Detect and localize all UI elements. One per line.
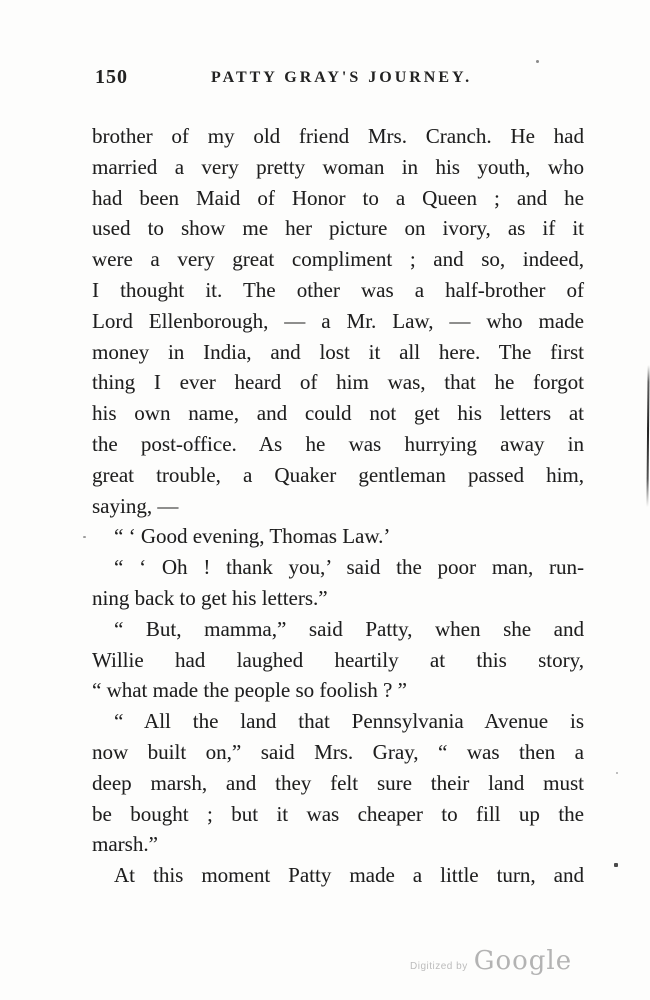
google-logo: Google	[473, 946, 573, 976]
text-line: I thought it. The other was a half-brother of	[92, 277, 584, 302]
text-line: marsh.”	[92, 832, 158, 857]
text-line: married a very pretty woman in his youth, who	[92, 154, 584, 179]
text-line: be bought ; but it was cheaper to fill up the	[92, 801, 584, 826]
scan-artifact-speck	[83, 536, 86, 538]
text-line: thing I ever heard of him was, that he forgot	[92, 370, 584, 395]
text-line: Lord Ellenborough, — a Mr. Law, — who made	[92, 308, 584, 333]
text-line: saying, —	[92, 493, 179, 518]
scan-artifact-edge-line	[646, 365, 649, 507]
text-line: At this moment Patty made a little turn, and	[114, 863, 584, 888]
text-line: great trouble, a Quaker gentleman passed him,	[92, 462, 584, 487]
page-body	[92, 121, 584, 891]
scan-artifact-speck	[616, 772, 618, 774]
running-title: PATTY GRAY'S JOURNEY.	[211, 69, 473, 86]
text-line: were a very great compliment ; and so, indeed,	[92, 247, 584, 272]
google-watermark	[410, 946, 572, 976]
text-line: ning back to get his letters.”	[92, 585, 328, 610]
text-line: the post-office. As he was hurrying away in	[92, 431, 584, 456]
text-line: had been Maid of Honor to a Queen ; and he	[92, 185, 584, 210]
page-number: 150	[95, 66, 128, 88]
scan-artifact-speck	[536, 60, 539, 63]
text-line: “ what made the people so foolish ? ”	[92, 678, 407, 703]
text-line: brother of my old friend Mrs. Cranch. He had	[92, 124, 584, 148]
text-line: now built on,” said Mrs. Gray, “ was then a	[92, 739, 584, 764]
text-line: Willie had laughed heartily at this story,	[92, 647, 584, 672]
text-line: “ But, mamma,” said Patty, when she and	[114, 616, 584, 641]
text-line: “ ‘ Oh ! thank you,’ said the poor man, run-	[114, 555, 584, 580]
scan-artifact-speck	[614, 863, 618, 867]
digitized-by-label: Digitized by	[410, 961, 468, 972]
text-line: “ All the land that Pennsylvania Avenue is	[114, 709, 584, 734]
text-line: money in India, and lost it all here. The first	[92, 339, 584, 364]
text-line: used to show me her picture on ivory, as if it	[92, 216, 584, 241]
text-line: deep marsh, and they felt sure their land must	[92, 770, 584, 795]
text-line: his own name, and could not get his letters at	[92, 401, 584, 426]
text-line: “ ‘ Good evening, Thomas Law.’	[114, 524, 391, 549]
